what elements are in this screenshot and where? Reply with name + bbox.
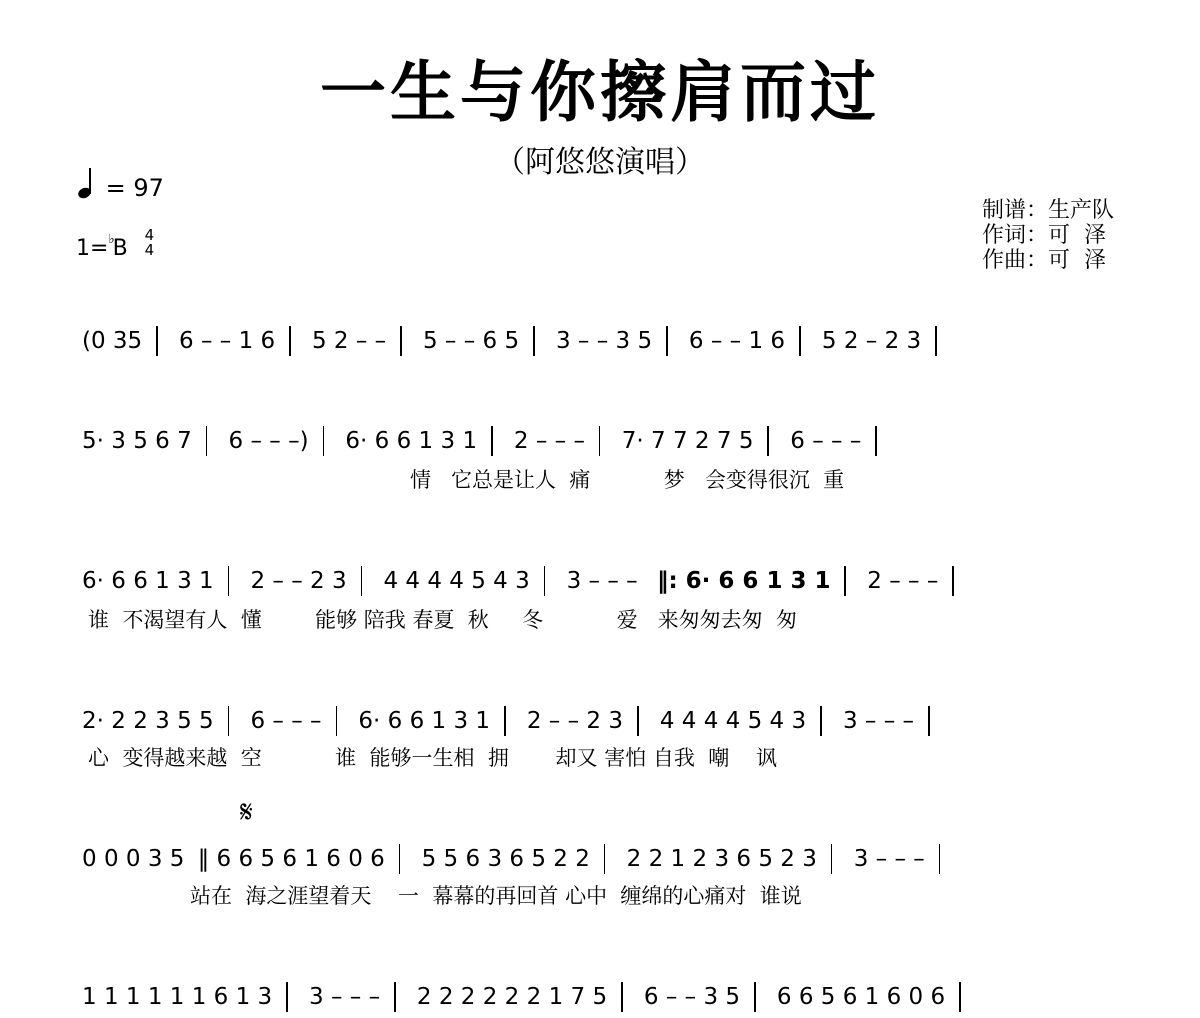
measure: 5· 3 5 6 7 xyxy=(82,427,192,454)
measure: 0 0 0 3 5 xyxy=(82,845,185,872)
measure: 2· 2 2 3 5 5 xyxy=(82,707,214,734)
lyrics-line-4: 心 变得越来越 空 谁 能够一生相 拥 却又 害怕 自我 嘲 讽 xyxy=(88,746,777,770)
barline xyxy=(844,566,846,596)
barline xyxy=(637,706,639,736)
barline xyxy=(820,706,822,736)
measure: 3 – – – xyxy=(853,845,925,872)
measure: 1 1 1 1 1 1 6 1 3 xyxy=(82,983,273,1010)
key-signature xyxy=(76,226,155,261)
barline xyxy=(286,982,288,1012)
measure: 2 – – 2 3 xyxy=(250,567,347,594)
repeat-measure: ‖: 6· 6 6 1 3 1 xyxy=(656,567,831,594)
barline xyxy=(799,326,801,356)
measure: 6 – – 1 6 xyxy=(688,327,786,354)
barline xyxy=(156,326,158,356)
measure: 6· 6 6 1 3 1 xyxy=(82,567,214,594)
flat-sign: ♭ xyxy=(108,232,115,247)
measure: 2 – – – xyxy=(867,567,939,594)
measure: 3 – – – xyxy=(309,983,381,1010)
barline xyxy=(875,426,877,456)
song-title: 一生与你擦肩而过 xyxy=(320,54,880,131)
barline xyxy=(361,566,363,596)
credit-lyricist: 作词：可 泽 xyxy=(982,223,1106,248)
measure: 4 4 4 4 5 4 3 xyxy=(383,567,530,594)
barline xyxy=(533,326,535,356)
score-line-5 xyxy=(82,844,1132,874)
lyrics-line-2: 情 它总是让人 痛 梦 会变得很沉 重 xyxy=(410,468,845,492)
barline xyxy=(754,982,756,1012)
measure: 2 2 2 2 2 2 1 7 5 xyxy=(416,983,608,1010)
score-line-3 xyxy=(82,566,1132,596)
barline xyxy=(228,706,230,736)
tempo-value: = 97 xyxy=(105,174,164,202)
barline xyxy=(394,982,396,1012)
segno-icon: 𝄋 xyxy=(240,795,253,830)
barline xyxy=(831,844,833,874)
measure: 4 4 4 4 5 4 3 xyxy=(659,707,807,734)
barline xyxy=(599,426,601,456)
measure: 6 6 5 6 1 6 0 6 xyxy=(776,983,946,1010)
key-prefix: 1= xyxy=(76,236,109,261)
barline xyxy=(544,566,546,596)
measure: 2 2 1 2 3 6 5 2 3 xyxy=(626,845,817,872)
barline xyxy=(767,426,769,456)
barline xyxy=(928,706,930,736)
barline xyxy=(621,982,623,1012)
measure: 7· 7 7 2 7 5 xyxy=(621,427,754,454)
measure: 5 – – 6 5 xyxy=(422,327,520,354)
measure: 5 5 6 3 6 5 2 2 xyxy=(421,845,590,872)
barline xyxy=(206,426,208,456)
barline xyxy=(323,426,325,456)
measure: 6 – – – xyxy=(790,427,862,454)
measure: 5 2 – 2 3 xyxy=(821,327,922,354)
barline xyxy=(336,706,338,736)
credit-composer: 作曲：可 泽 xyxy=(982,248,1106,273)
time-bottom: 4 xyxy=(144,241,155,259)
measure: 6· 6 6 1 3 1 xyxy=(345,427,478,454)
measure: 6 – – 1 6 xyxy=(179,327,276,354)
score-line-1 xyxy=(82,326,1132,356)
song-subtitle: （阿悠悠演唱） xyxy=(495,145,705,180)
measure: 3 – – 3 5 xyxy=(555,327,653,354)
measure: 6· 6 6 1 3 1 xyxy=(358,707,491,734)
measure: 6 – – – xyxy=(250,707,322,734)
measure: 3 – – – xyxy=(842,707,915,734)
lyrics-line-5: 站在 海之涯望着天 一 幕幕的再回首 心中 缠绵的心痛对 谁说 xyxy=(190,884,802,908)
barline xyxy=(399,844,401,874)
barline xyxy=(952,566,954,596)
barline xyxy=(935,326,937,356)
score-line-6 xyxy=(82,982,1132,1012)
credits xyxy=(982,198,1114,273)
barline xyxy=(604,844,606,874)
barline xyxy=(400,326,402,356)
barline xyxy=(289,326,291,356)
score-line-4 xyxy=(82,706,1132,736)
measure: 2 – – 2 3 xyxy=(526,707,624,734)
barline xyxy=(504,706,506,736)
measure: ‖ 6 6 5 6 1 6 0 6 xyxy=(197,845,385,872)
credit-transcriber: 制谱：生产队 xyxy=(982,198,1115,223)
barline xyxy=(666,326,668,356)
key-note: B xyxy=(112,236,128,261)
measure: 5 2 – – xyxy=(311,327,387,354)
tempo-marking xyxy=(78,172,164,200)
time-signature xyxy=(145,228,155,258)
measure: 2 – – – xyxy=(513,427,585,454)
score-line-2 xyxy=(82,426,1132,456)
measure: (0 35 xyxy=(82,327,143,354)
barline xyxy=(939,844,941,874)
measure: 6 – – 3 5 xyxy=(643,983,741,1010)
barline xyxy=(228,566,230,596)
barline xyxy=(491,426,493,456)
measure: 3 – – – xyxy=(566,567,638,594)
time-top: 4 xyxy=(144,226,155,244)
barline xyxy=(959,982,961,1012)
lyrics-line-3: 谁 不渴望有人 懂 能够 陪我 春夏 秋 冬 爱 来匆匆去匆 匆 xyxy=(88,608,797,632)
measure: 6 – – –) xyxy=(228,427,309,454)
quarter-note-icon xyxy=(78,172,98,200)
